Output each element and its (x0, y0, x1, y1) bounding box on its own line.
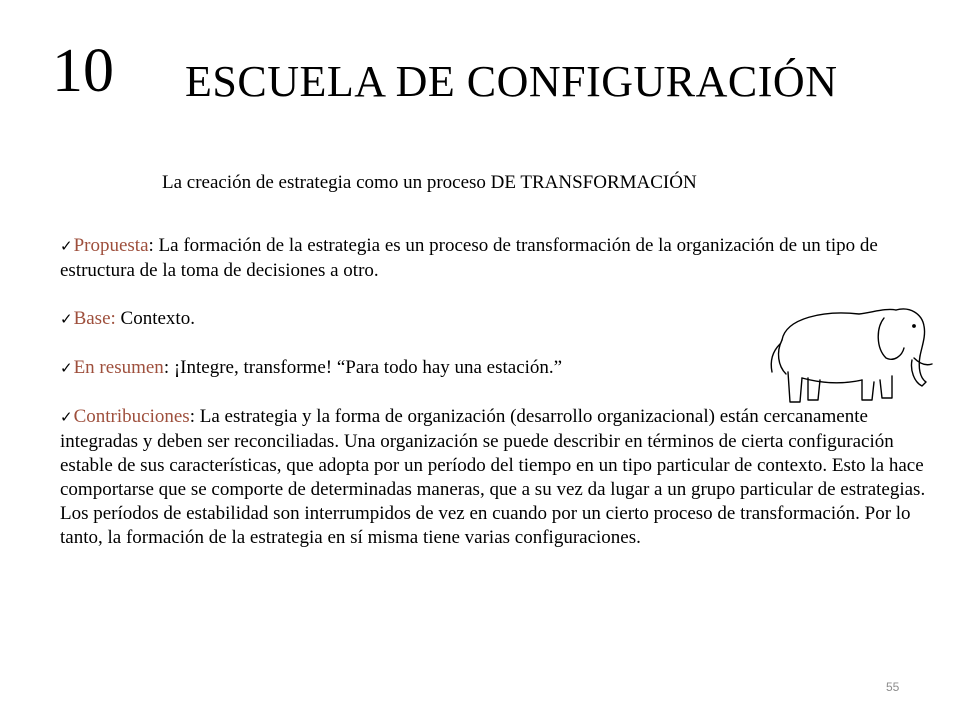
checkmark-icon: ✓ (60, 312, 73, 328)
bullet-separator: : (148, 235, 154, 256)
slide-subtitle: La creación de estrategia como un proceso DE TRANSFORMACIÓN (162, 172, 697, 193)
checkmark-icon: ✓ (60, 239, 73, 255)
checkmark-icon: ✓ (60, 410, 73, 426)
bullet-separator: : (163, 357, 170, 378)
bullet-contribuciones (60, 405, 940, 550)
bullet-label: Contribuciones (73, 406, 190, 427)
slide-title: ESCUELA DE CONFIGURACIÓN (185, 57, 838, 106)
bullet-propuesta (60, 234, 940, 283)
slide-section-number: 10 (52, 37, 114, 105)
bullet-separator: : (189, 406, 195, 427)
elephant-icon (764, 300, 934, 410)
checkmark-icon: ✓ (60, 361, 73, 377)
bullet-label: Base: (73, 308, 116, 329)
bullet-text: Contexto. (115, 308, 195, 329)
bullet-text: La estrategia y la forma de organización (desarrollo organizacional) están cercanamente integradas y deben ser reconciliadas. Una organización se puede describir en términos de cierta configuración estable de sus características, que adopta por un período del tiempo en un tipo particular de contexto. Esto la hace comportarse que se comporte de determinadas maneras, que a su vez da lugar a un grupo particular de estrategias. Los períodos de estabilidad son interrumpidos de vez en cuando por un cierto proceso de transformación. Por lo tanto, la formación de la estrategia en sí misma tiene varias configuraciones. (60, 406, 926, 548)
bullet-text: ¡Integre, transforme! “Para todo hay una estación.” (169, 357, 563, 378)
bullet-label: Propuesta (73, 235, 149, 256)
page-number: 55 (886, 680, 900, 694)
bullet-label: En resumen (73, 357, 164, 378)
bullet-text: La formación de la estrategia es un proceso de transformación de la organización de un tipo de estructura de la toma de decisiones a otro. (60, 235, 878, 281)
